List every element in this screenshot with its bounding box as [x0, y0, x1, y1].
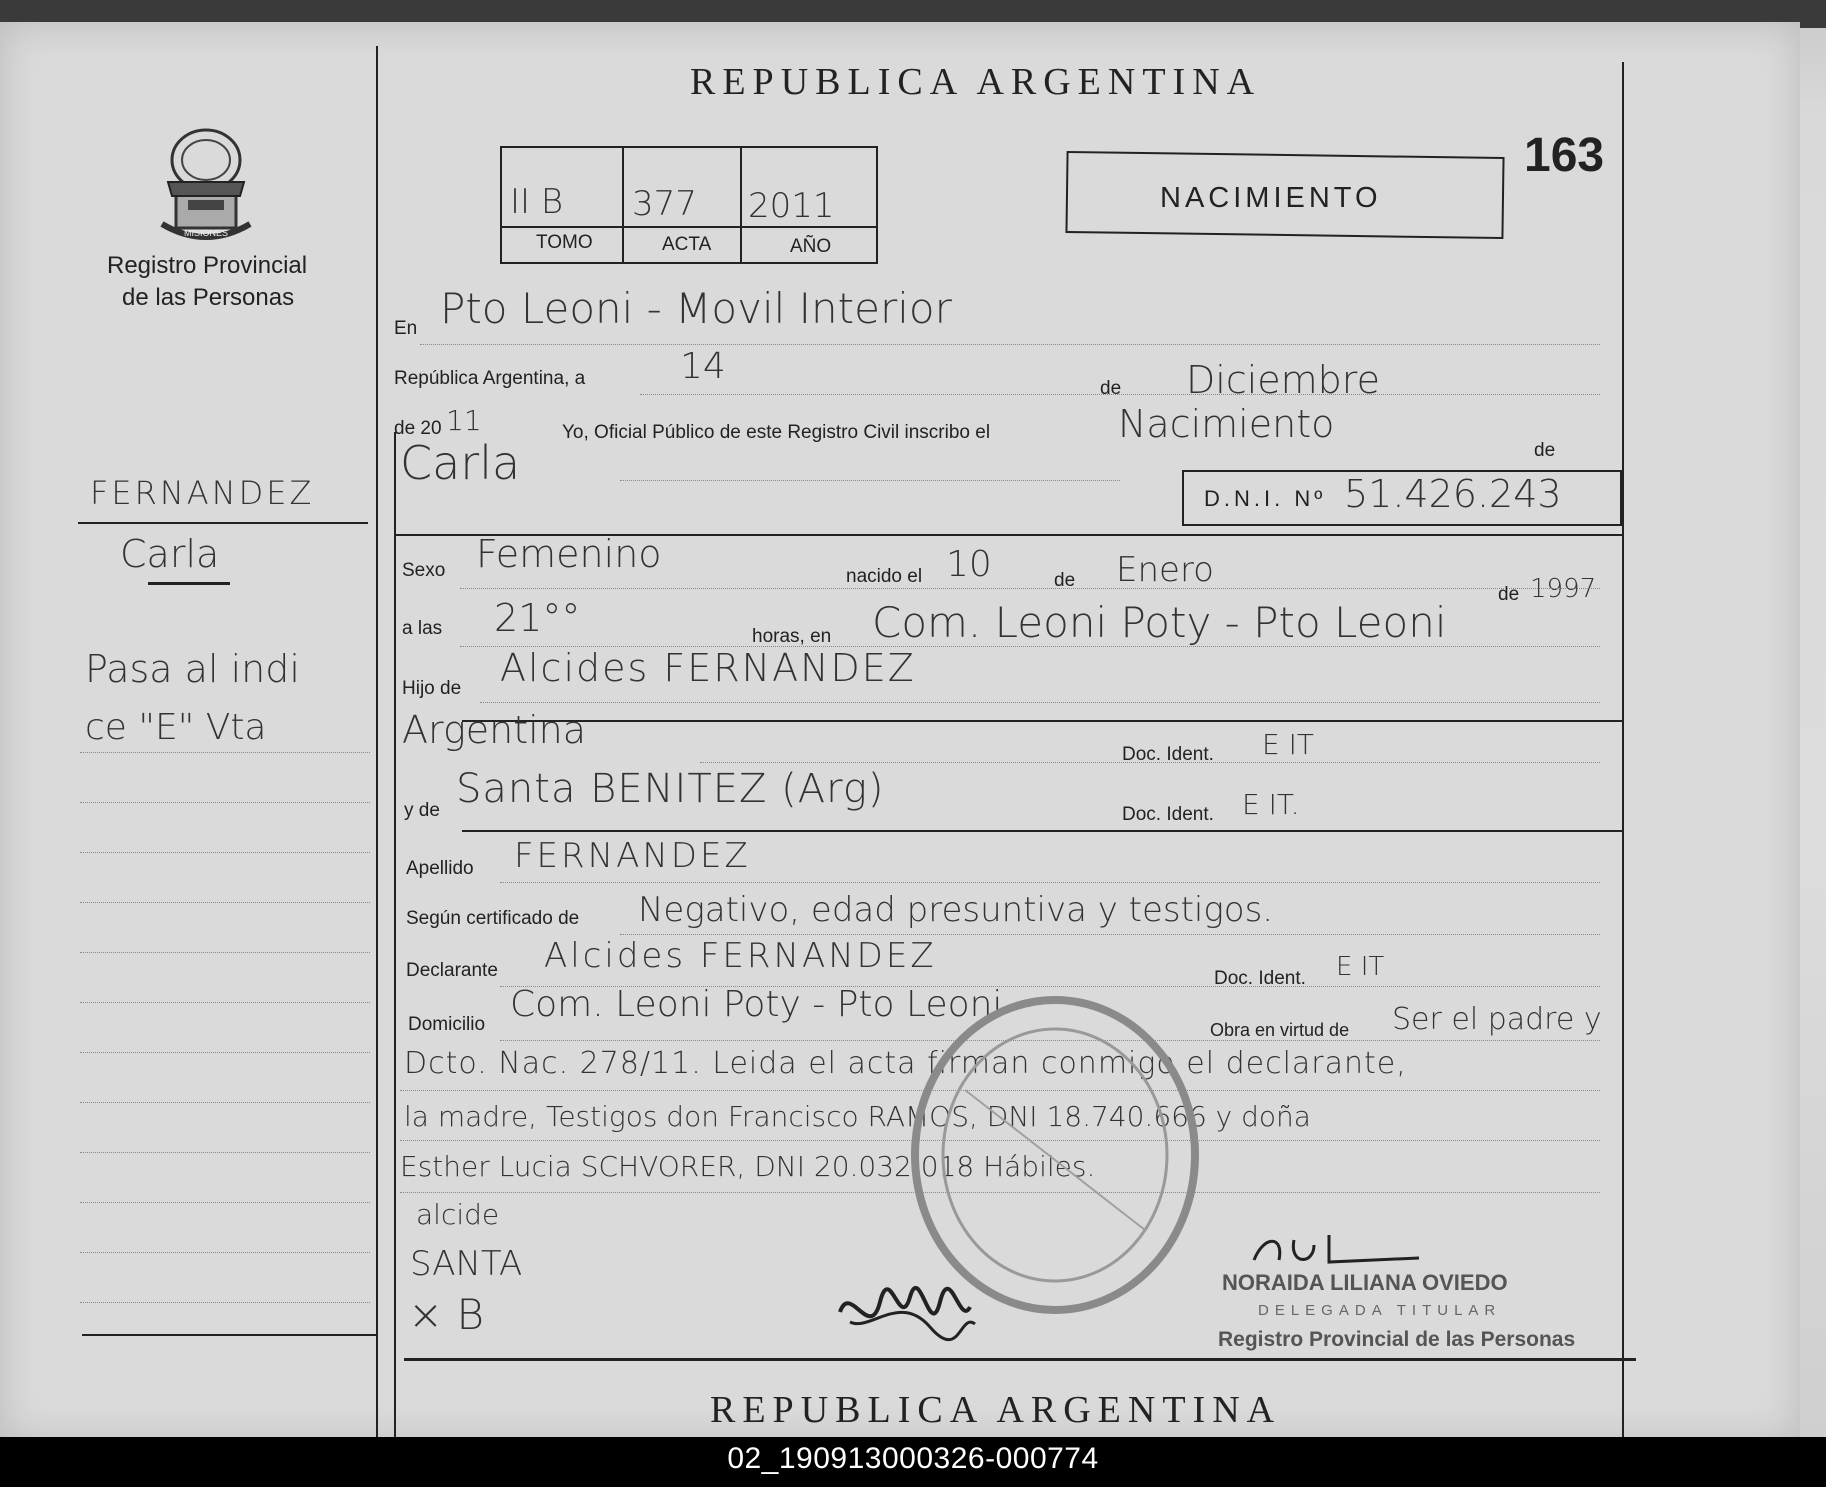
domicilio-value: Com. Leoni Poty - Pto Leoni [510, 984, 1003, 1025]
segun-label: Según certificado de [406, 908, 580, 929]
bottom-rule [404, 1358, 1636, 1361]
signature-mark: × B [408, 1290, 485, 1339]
lugar-value: Com. Leoni Poty - Pto Leoni [872, 598, 1447, 647]
margin-given-name: Carla [120, 532, 220, 576]
hora-value: 21°° [494, 596, 581, 640]
margin-rule [80, 1202, 370, 1203]
segun-value: Negativo, edad presuntiva y testigos. [638, 890, 1274, 930]
field-rule [620, 934, 1600, 935]
record-box-divider [622, 148, 624, 262]
republica-label: República Argentina, a [394, 368, 586, 389]
margin-rule [80, 752, 370, 753]
year-value: 11 [446, 404, 482, 437]
en-value: Pto Leoni - Movil Interior [440, 284, 952, 333]
dni-value: 51.426.243 [1344, 472, 1562, 516]
de-label-3: de [1054, 570, 1076, 591]
acta-value: 377 [632, 184, 697, 224]
doc-ident-label-3: Doc. Ident. [1214, 968, 1306, 989]
margin-divider [78, 522, 368, 524]
registry-name-line2: de las Personas [122, 284, 295, 311]
signature-alcides: alcide [416, 1198, 500, 1231]
apellido-label: Apellido [406, 858, 474, 879]
declarante-value: Alcides FERNANDEZ [544, 936, 937, 976]
de-year-label: de [1498, 584, 1520, 605]
margin-bottom-rule [82, 1334, 378, 1336]
tomo-label: TOMO [536, 232, 593, 253]
notes-line2: la madre, Testigos don Francisco RAMOS, DNI 18.740.666 y doña [404, 1100, 1311, 1133]
hijo-label: Hijo de [402, 678, 462, 699]
margin-surname: FERNANDEZ [90, 474, 315, 512]
record-box-rule [502, 226, 876, 228]
acta-label: ACTA [662, 234, 712, 255]
nacido-year: 1997 [1530, 574, 1597, 604]
country-title-bottom: REPUBLICA ARGENTINA [710, 1389, 1282, 1431]
field-rule [480, 702, 1600, 703]
nacido-month: Enero [1116, 550, 1214, 590]
field-rule [420, 344, 1600, 345]
margin-note-line1: Pasa al indi [85, 647, 300, 691]
nacido-day: 10 [946, 544, 992, 585]
registry-name-line1: Registro Provincial [107, 252, 308, 279]
page-number: 163 [1524, 129, 1605, 182]
inner-separator [394, 432, 396, 1437]
madre-value: Santa BENITEZ (Arg) [456, 766, 885, 812]
margin-rule [80, 802, 370, 803]
alas-label: a las [402, 618, 443, 639]
dni-label: D.N.I. Nº [1204, 486, 1327, 511]
field-rule [700, 762, 1600, 763]
yde-label: y de [404, 800, 440, 821]
de20-label: de 20 [394, 418, 442, 439]
name-value: Carla [400, 436, 521, 490]
register-sheet [0, 22, 1800, 1437]
en-label: En [394, 318, 418, 339]
ano-value: 2011 [748, 186, 835, 226]
misiones-seal-icon [148, 120, 264, 248]
margin-rule [80, 1252, 370, 1253]
day-value: 14 [680, 346, 726, 387]
country-title: REPUBLICA ARGENTINA [690, 61, 1262, 103]
margin-underline [148, 582, 230, 585]
declarante-label: Declarante [406, 960, 498, 981]
field-rule [620, 480, 1120, 481]
margin-rule [80, 902, 370, 903]
field-rule [640, 394, 1600, 395]
signature-santa: SANTA [410, 1244, 523, 1284]
margin-rule [80, 1152, 370, 1153]
right-border [1622, 62, 1624, 1437]
oficial-text: Yo, Oficial Público de este Registro Civil inscribo el [562, 422, 991, 443]
margin-rule [80, 1052, 370, 1053]
obra-value: Ser el padre y [1392, 1002, 1602, 1037]
doc-ident-label-2: Doc. Ident. [1122, 804, 1214, 825]
section-rule [462, 720, 1624, 722]
margin-note-line2: ce "E" Vta [85, 707, 267, 748]
officer-name: NORAIDA LILIANA OVIEDO [1222, 1270, 1508, 1295]
file-id: 02_190913000326-000774 [727, 1442, 1099, 1475]
notes-line1: Dcto. Nac. 278/11. Leida el acta firman conmigo el declarante, [404, 1046, 1407, 1081]
officer-role: DELEGADA TITULAR [1258, 1302, 1502, 1319]
padre-value: Alcides FERNANDEZ [500, 646, 916, 690]
obra-label: Obra en virtud de [1210, 1020, 1350, 1040]
margin-rule [80, 852, 370, 853]
officer-office: Registro Provincial de las Personas [1218, 1328, 1576, 1351]
margin-rule [80, 952, 370, 953]
margin-rule [80, 1002, 370, 1003]
tomo-value: II B [510, 182, 564, 222]
declarante-doc: E IT [1336, 952, 1385, 982]
margin-rule [80, 1102, 370, 1103]
officer-signature-icon [1244, 1230, 1424, 1270]
padre-doc: E IT [1262, 728, 1314, 761]
padre-nacionalidad: Argentina [402, 708, 587, 752]
month-value: Diciembre [1186, 358, 1380, 402]
section-rule [462, 830, 1624, 832]
horas-label: horas, en [752, 626, 832, 647]
seal-text: MISIONES [183, 228, 229, 238]
margin-rule [80, 1302, 370, 1303]
field-rule [500, 882, 1600, 883]
nacido-label: nacido el [846, 566, 923, 587]
inscribo-value: Nacimiento [1118, 402, 1335, 446]
ano-label: AÑO [790, 236, 832, 257]
apellido-value: FERNANDEZ [514, 836, 751, 876]
de-label: de [1100, 378, 1122, 399]
record-box-divider [740, 148, 742, 262]
act-type: NACIMIENTO [1160, 182, 1382, 214]
sexo-value: Femenino [476, 532, 662, 576]
sexo-label: Sexo [402, 560, 446, 581]
domicilio-label: Domicilio [408, 1014, 486, 1035]
notes-line3: Esther Lucia SCHVORER, DNI 20.032.018 Hábiles. [400, 1150, 1096, 1183]
field-rule [460, 588, 1600, 589]
official-stamp-icon [905, 990, 1205, 1320]
column-separator [376, 46, 378, 1437]
de-label-2: de [1534, 440, 1556, 461]
madre-doc: E IT. [1242, 788, 1300, 821]
doc-ident-label: Doc. Ident. [1122, 744, 1214, 765]
